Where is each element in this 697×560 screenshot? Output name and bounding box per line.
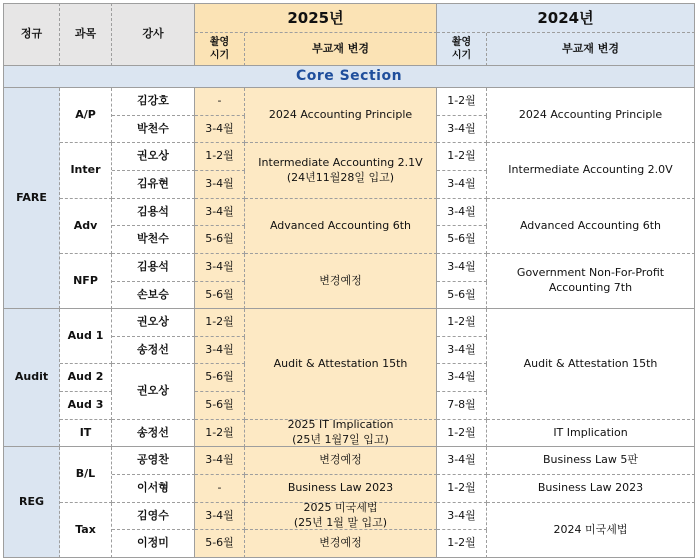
- instructor-name: 송정선: [112, 420, 195, 447]
- material-2024: Advanced Accounting 6th: [487, 199, 695, 254]
- material-2024: 2024 미국세법: [487, 503, 695, 558]
- instructor-name: 이서형: [112, 475, 195, 503]
- header-subject: 과목: [60, 3, 112, 66]
- header-material-2025: 부교재 변경: [245, 33, 437, 66]
- shoot-time-2024: 5-6월: [437, 226, 487, 254]
- shoot-time-2025: 5-6월: [195, 530, 245, 558]
- material-2024: 2024 Accounting Principle: [487, 88, 695, 143]
- instructor-name: 송정선: [112, 337, 195, 364]
- material-2025: Advanced Accounting 6th: [245, 199, 437, 254]
- shoot-time-2024: 1-2월: [437, 88, 487, 116]
- shoot-time-2024: 3-4월: [437, 447, 487, 475]
- material-2025: Business Law 2023: [245, 475, 437, 503]
- shoot-time-2024: 1-2월: [437, 530, 487, 558]
- shoot-time-2025: 3-4월: [195, 503, 245, 530]
- instructor-name: 권오상: [112, 309, 195, 337]
- header-year-2025: 2025년: [195, 3, 437, 33]
- subject-label: Aud 2: [60, 364, 112, 392]
- material-2024: Government Non-For-Profit Accounting 7th: [487, 254, 695, 309]
- instructor-name: 김용석: [112, 254, 195, 282]
- header-instructor: 강사: [112, 3, 195, 66]
- shoot-time-2024: 1-2월: [437, 420, 487, 447]
- header-material-2024: 부교재 변경: [487, 33, 695, 66]
- header-track: 정규: [3, 3, 60, 66]
- shoot-time-2025: 1-2월: [195, 143, 245, 171]
- shoot-time-2025: 3-4월: [195, 171, 245, 199]
- subject-label: NFP: [60, 254, 112, 309]
- subject-label: A/P: [60, 88, 112, 143]
- instructor-name: 박천수: [112, 116, 195, 143]
- material-2025: 변경예정: [245, 254, 437, 309]
- material-2025: 변경예정: [245, 530, 437, 558]
- material-2024: IT Implication: [487, 420, 695, 447]
- subject-label: IT: [60, 420, 112, 447]
- header-shoot-time-2024: 촬영 시기: [437, 33, 487, 66]
- shoot-time-2024: 3-4월: [437, 364, 487, 392]
- shoot-time-2025: 5-6월: [195, 392, 245, 420]
- material-2025: 2024 Accounting Principle: [245, 88, 437, 143]
- shoot-time-2025: 5-6월: [195, 364, 245, 392]
- material-2024: Intermediate Accounting 2.0V: [487, 143, 695, 199]
- shoot-time-2024: 3-4월: [437, 199, 487, 226]
- section-title: Core Section: [3, 66, 695, 88]
- group-label: Audit: [3, 309, 60, 447]
- shoot-time-2024: 1-2월: [437, 143, 487, 171]
- instructor-name: 권오상: [112, 364, 195, 420]
- instructor-name: 손보승: [112, 282, 195, 309]
- header-shoot-time-2025: 촬영 시기: [195, 33, 245, 66]
- material-2025: Audit & Attestation 15th: [245, 309, 437, 420]
- subject-label: Tax: [60, 503, 112, 558]
- instructor-name: 이정미: [112, 530, 195, 558]
- shoot-time-2025: 1-2월: [195, 420, 245, 447]
- shoot-time-2024: 3-4월: [437, 503, 487, 530]
- shoot-time-2025: -: [195, 475, 245, 503]
- shoot-time-2024: 5-6월: [437, 282, 487, 309]
- shoot-time-2024: 3-4월: [437, 337, 487, 364]
- instructor-name: 김유현: [112, 171, 195, 199]
- header-year-2024: 2024년: [437, 3, 695, 33]
- material-2025: Intermediate Accounting 2.1V (24년11월28일 입고): [245, 143, 437, 199]
- instructor-name: 공영찬: [112, 447, 195, 475]
- subject-label: Inter: [60, 143, 112, 199]
- material-2025: 변경예정: [245, 447, 437, 475]
- material-2025: 2025 미국세법 (25년 1월 말 입고): [245, 503, 437, 530]
- shoot-time-2024: 7-8월: [437, 392, 487, 420]
- shoot-time-2024: 3-4월: [437, 254, 487, 282]
- subject-label: Adv: [60, 199, 112, 254]
- instructor-name: 김강호: [112, 88, 195, 116]
- shoot-time-2024: 3-4월: [437, 116, 487, 143]
- material-2025: 2025 IT Implication (25년 1월7일 입고): [245, 420, 437, 447]
- material-2024: Business Law 2023: [487, 475, 695, 503]
- instructor-name: 박천수: [112, 226, 195, 254]
- instructor-name: 김용석: [112, 199, 195, 226]
- subject-label: B/L: [60, 447, 112, 503]
- instructor-name: 김영수: [112, 503, 195, 530]
- group-label: FARE: [3, 88, 60, 309]
- shoot-time-2024: 1-2월: [437, 309, 487, 337]
- shoot-time-2025: 3-4월: [195, 337, 245, 364]
- shoot-time-2025: 3-4월: [195, 199, 245, 226]
- material-2024: Business Law 5판: [487, 447, 695, 475]
- subject-label: Aud 1: [60, 309, 112, 364]
- instructor-name: 권오상: [112, 143, 195, 171]
- material-2024: Audit & Attestation 15th: [487, 309, 695, 420]
- shoot-time-2025: 5-6월: [195, 226, 245, 254]
- shoot-time-2025: 5-6월: [195, 282, 245, 309]
- shoot-time-2025: 3-4월: [195, 116, 245, 143]
- shoot-time-2025: 3-4월: [195, 254, 245, 282]
- shoot-time-2025: 3-4월: [195, 447, 245, 475]
- shoot-time-2025: 1-2월: [195, 309, 245, 337]
- shoot-time-2024: 3-4월: [437, 171, 487, 199]
- shoot-time-2025: -: [195, 88, 245, 116]
- subject-label: Aud 3: [60, 392, 112, 420]
- shoot-time-2024: 1-2월: [437, 475, 487, 503]
- group-label: REG: [3, 447, 60, 558]
